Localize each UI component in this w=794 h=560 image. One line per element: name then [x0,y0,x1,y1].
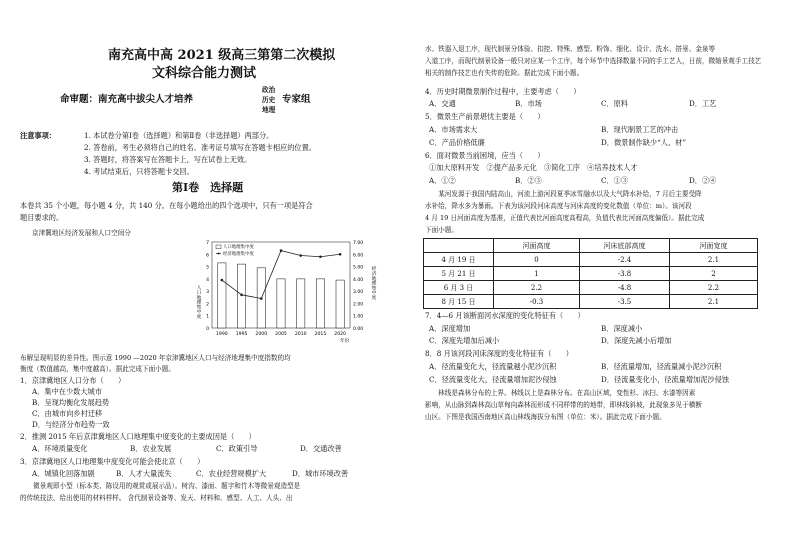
table-cell: 0 [494,253,580,267]
y-tick-label: 0 [206,327,209,332]
q7-option-a: A．深度增加 [429,324,471,333]
note-2: 2. 答卷前，考生必须将自己的姓名、准考证号填写在答题卡相应的位置。 [84,143,316,152]
legend-bar-label: 人口地理集中度 [223,245,254,251]
passage-line2: 入道工序，而现代制景设备一般只对应某一个工序，每个环节中选择数量不同的手工艺人，日前，微缩景观手工技艺 [425,57,762,65]
chart-note-line2: 衡度（数值越高，集中度越高）。据此完成下面小题。 [20,365,175,373]
table-header-cell: 河床底部高度 [580,239,670,253]
river-intro-line1: 某河发源于我国内陆高山，河流上游河段夏季冰雪融水以及大气降水补给，7 月后主要受降 [425,190,702,198]
table-row [424,267,758,281]
q1-stem: 1．京津冀地区人口分布（ ） [20,376,126,385]
q7-option-c: C．深度先增加后减小 [429,336,500,345]
q5-stem: 5．微景生产前景堪忧主要是（ ） [425,112,545,121]
note-3: 3. 答题时，将答案写在答题卡上，写在试卷上无效。 [84,155,252,164]
q1-option-d: D．与经济分布趋势一致 [32,420,110,429]
q3-option-c: C．农业经营规模扩大 [196,469,267,478]
table-cell: -4.8 [580,281,670,295]
q2-option-d: D．交通改善 [300,444,342,453]
table-header-cell: 河面宽度 [670,239,758,253]
y-tick-label: 5 [206,265,209,271]
q2-stem: 2．推测 2015 年后京津冀地区人口地理集中度变化的主要成因是（ ） [20,432,256,441]
q4-option-c: C．原料 [601,99,629,108]
y-right-tick-label: 5.00 [353,265,364,271]
subject-politics: 政治 [262,86,276,94]
q5-option-a: A．市场需求大 [429,125,478,134]
q8-option-c: C．径流量变化大，径流量增加泥沙侵蚀 [429,375,557,384]
table-cell: 2.2 [670,281,758,295]
chart-bars [218,263,345,328]
chart-bar [336,280,344,328]
note-4: 4. 考试结束后，只将答题卡交回。 [84,167,194,176]
q1-option-b: B．呈现均衡化发展趋势 [32,398,110,407]
y-right-tick-label: 1.00 [353,314,364,320]
river-intro-line3: 4 月 19 日河面高度为基准，正值代表比河面高度高程高，负值代表比河面高度偏低）。据此完成 [425,214,705,222]
intro-line1: 本卷共 35 个小题，每小题 4 分，共 140 分。在每小题给出的四个选项中，只有一项是符合 [20,201,313,210]
x-tick-label: 2015 [314,332,327,337]
q4-option-b: B．市场 [515,99,542,108]
economy-point [221,279,224,282]
table-cell: -3.5 [580,295,670,309]
table-row [424,253,758,267]
economy-point [299,254,302,257]
table-cell: 6 月 3 日 [424,281,494,295]
q2-option-c: C．政策引导 [216,444,258,453]
river-intro-line4: 下面小题。 [425,226,458,234]
q6-option-c: C．①③ [601,176,629,185]
q8-option-d: D．径流量变化小，径流量增加泥沙侵蚀 [601,375,729,384]
chart-bar [277,279,285,328]
y-right-tick-label: 6.00 [353,253,364,259]
y-tick-label: 4 [206,277,209,283]
table-cell: 4 月 19 日 [424,253,494,267]
q4-stem: 4．历史时期微景制作过程中，主要考虑（ ） [425,87,581,96]
forest-intro-line1: 林线是森林分布的上界。林线以上是森林分布。在高山区域，变性杉、冰扫、水漆等因素 [425,389,696,397]
economy-point [319,255,322,258]
q4-option-a: A．交通 [429,99,456,108]
table-cell: 2.2 [494,281,580,295]
chart-bar [297,279,305,328]
q8-option-a: A．径流量变化大，径流量越小泥沙沉积 [429,362,557,371]
y-right-tick-label: 3.00 [353,290,364,296]
q5-option-b: B．现代制景工艺的冲击 [601,125,679,134]
table-cell: 8 月 15 日 [424,295,494,309]
table-cell: 1 [494,267,580,281]
notes-label: 注意事项： [20,131,56,140]
q6-stem: 6．面对微景当前困境，应当（ ） [425,151,545,160]
legend-line-label: 经济地理集中度 [223,252,254,257]
q6-option-a: A．①② [429,176,456,185]
table-row [424,295,758,309]
y-tick-label: 2 [206,302,209,308]
y-right-tick-label: 2.00 [353,302,364,308]
q6-choices: ①加大原料开发 ②提产品多元化 ③简化工序 ④培养技术人才 [429,163,638,172]
q7-stem: 7．4—6 月该断面河水深度的变化特征有（ ） [425,311,585,320]
y-axis-label: 人口地理集中度 [195,285,201,319]
y-tick-label: 7 [206,241,209,246]
table-cell: -2.4 [580,253,670,267]
river-table [423,238,758,309]
chart-caption: 京津冀地区经济发展和人口空间分 [32,229,131,237]
table-cell: -3.8 [580,267,670,281]
q8-stem: 8．8 月该河段河床深度的变化特征有（ ） [425,349,573,358]
economy-point [339,253,342,256]
subject-history: 历史 [262,96,276,104]
q3-option-d: D．城市环境改善 [292,469,349,478]
x-tick-label: 2020 [334,332,346,337]
x-tick-label: 2005 [275,332,287,337]
table-cell: 2.1 [670,295,758,309]
q1-option-c: C．由城市向乡村迁移 [32,409,103,418]
chart-note-line1: 布解呈现明显的差异性。图示意 1990 —2020 年京津冀地区人口与经济地理集中度指数的均 [20,354,291,362]
x-axis-label: 年份 [340,339,350,344]
q1-option-a: A．集中在少数大城市 [32,387,102,396]
table-header-row [424,239,758,253]
chart-bar [316,279,324,328]
x-tick-label: 2010 [294,332,307,337]
passage-line3: 相关的制作技艺也有失传的危险。据此完成下面小题。 [425,69,584,77]
river-intro-line2: 水补给，降水多为暴雨。下表为该河段河床高度与河床高度的变化数值（单位：m）。该河段 [425,202,692,210]
q5-option-c: C．产品价格低廉 [429,138,485,147]
y-right-tick-label: 0.00 [353,327,364,332]
economy-point [260,297,263,300]
table-cell: 2 [670,267,758,281]
y-right-tick-label: 7.00 [353,241,364,246]
population-economy-chart [190,236,380,348]
x-tick-label: 1990 [216,332,228,337]
reviewer-suffix: 专家组 [282,94,311,105]
intro-line2: 题目要求的。 [20,213,64,222]
exam-title-line2: 文科综合能力测试 [152,66,257,81]
table-row [424,281,758,295]
table-header-cell: 河面高度 [494,239,580,253]
y-right-tick-label: 4.00 [353,277,364,283]
y-tick-label: 6 [206,253,209,259]
legend-line-marker [218,253,220,255]
table-header-cell [424,239,494,253]
q3-option-b: B．人才大量流失 [116,469,172,478]
forest-intro-line2: 影响，从山脉到森林高山草甸向森林而形成不同样带的的地带，即林线斜坡，此现象多见于横断 [425,401,702,409]
x-tick-label: 1995 [235,332,248,337]
chart-bar [218,263,226,328]
q7-option-b: B．深度减小 [601,324,643,333]
y-tick-label: 1 [206,314,209,320]
q8-option-b: B．径流量增加，径流量减小泥沙沉积 [601,362,722,371]
table-cell: -0.3 [494,295,580,309]
q6-option-b: B．②③ [515,176,542,185]
y-right-axis-label: 经济地理集中度 [370,266,376,300]
forest-intro-line3: 山区。下图是我国西南地区高山林线海拔分布图（单位：米）。据此完成下面小题。 [425,413,666,421]
note-1: 1. 本试卷分第Ⅰ卷（选择题）和第Ⅱ卷（非选择题）两部分。 [84,131,274,140]
x-tick-label: 2000 [255,332,268,337]
q6-option-d: D．②④ [689,176,717,185]
passage-line1: 水、铁器入退工序，现代制景分体验、扣控、特殊、感型、粉饰、细化、设计、洗水、搭景、金泉等 [425,45,716,53]
legend-bar-swatch [216,245,221,249]
q4-option-d: D．工艺 [689,99,717,108]
passage-tail-line2: 的传统技法，给出使用的材料样样。 含代制景设备等、发天、材料和、感型、人工、人头、出 [20,494,293,502]
economy-point [240,294,243,297]
q5-option-d: D．微景制作缺少“人、材” [601,138,686,147]
passage-tail-line1: 微景观即小型（标本类、陈设用的观赏或展示品）。树沟、漆面、题字和竹木等微景观造型是 [20,482,301,490]
exam-title-line1: 南充高中高 2021 级高三第第二次模拟 [108,48,336,63]
subject-geography: 地理 [262,106,276,114]
q7-option-d: D．深度先减小后增加 [601,336,672,345]
q2-option-b: B．农业发展 [130,444,172,453]
table-cell: 5 月 21 日 [424,267,494,281]
section-title: 第Ⅰ卷 选择题 [172,181,244,194]
q3-stem: 3．京津冀地区人口地理集中度变化可能会使北京（ ） [20,457,205,466]
reviewer-prefix: 命审题：南充高中拔尖人才培养 [60,94,194,105]
table-cell: 2.1 [670,253,758,267]
q3-option-a: A．城镇化回落加剧 [32,469,95,478]
economy-point [280,249,283,252]
y-tick-label: 3 [206,290,209,296]
q2-option-a: A．环境质量变化 [32,444,88,453]
